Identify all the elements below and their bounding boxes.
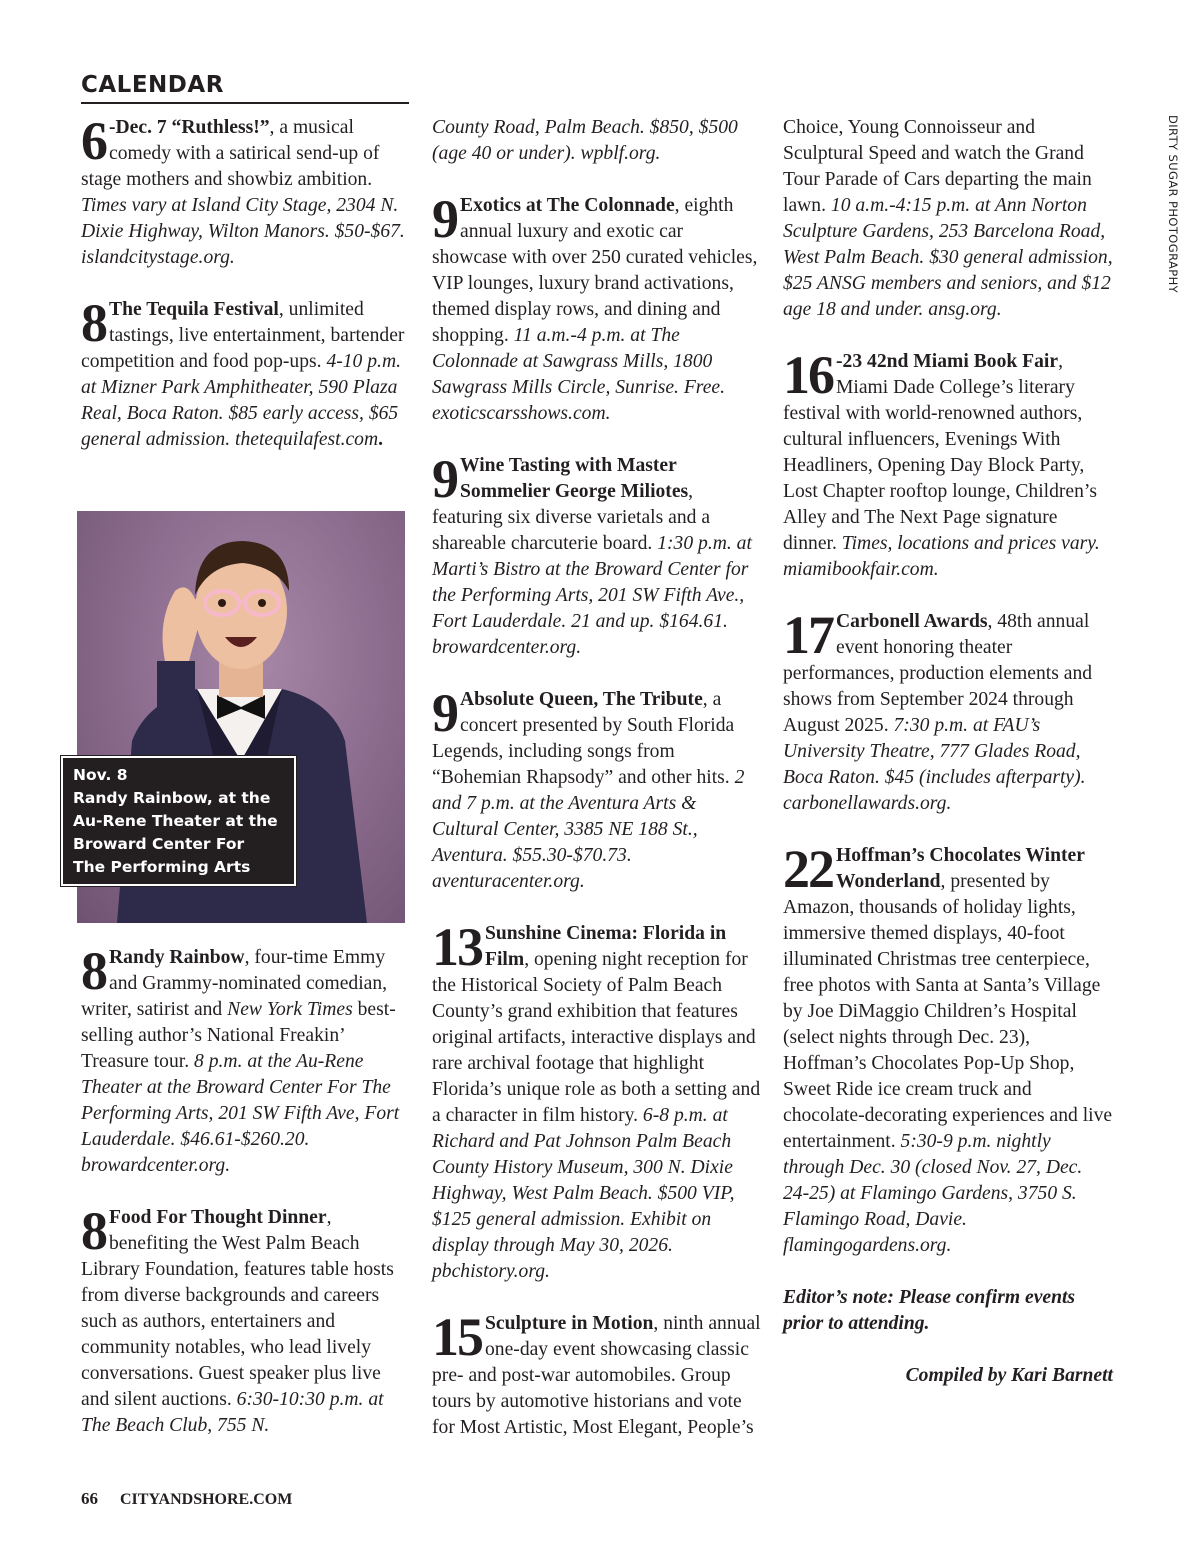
page-footer [81,1489,292,1509]
entry-details: 11 a.m.-4 p.m. at The Colonnade at Sawgrass Mills, 1800 Sawgrass Mills Circle, Sunrise. Free. exoticscarsshows.com. [432,325,725,424]
column-3 [783,115,1113,1409]
entry-body: Choice, Young Connoisseur and Sculptural Speed and watch the Grand Tour Parade of Cars departing the main lawn. [783,117,1092,216]
header-rule [81,102,409,104]
entry-title: -23 42nd Miami Book Fair [836,351,1059,372]
caption-line: Randy Rainbow, at the [73,789,271,807]
entry-details: 1:30 p.m. at Marti’s Bistro at the Broward Center for the Performing Arts, 201 SW Fifth Ave., Fort Lauderdale. 21 and up. $164.61. browardcenter.org. [432,533,752,658]
caption-line: Nov. 8 [73,766,128,784]
calendar-entry [432,683,762,895]
entry-title: Carbonell Awards [836,611,988,632]
entry-details: 7:30 p.m. at FAU’s University Theatre, 777 Glades Road, Boca Raton. $45 (includes afterparty). carbonellawards.org. [783,715,1086,814]
entry-date-number: 8 [81,293,106,353]
entry-details: Times, locations and prices vary. miamibookfair.com. [783,533,1100,580]
entry-continuation [432,115,762,167]
entry-date-number: 9 [432,683,457,743]
entry-details: County Road, Palm Beach. $850, $500 (age 40 or under). wpblf.org. [432,117,738,164]
site-name: CITYANDSHORE.COM [120,1491,293,1508]
entry-body: , a musical comedy with a satirical send-up of stage mothers and showbiz ambition. [81,117,380,190]
entry-title: Sculpture in Motion [485,1313,654,1334]
entry-details: 8 p.m. at the Au-Rene Theater at the Broward Center For The Performing Arts, 201 SW Fifth Ave, Fort Lauderdale. $46.61-$260.20. browardcenter.org. [81,1051,400,1176]
calendar-entry [81,111,409,271]
entry-title: Absolute Queen, The Tribute [460,689,703,710]
calendar-entry [81,941,409,1179]
entry-title: Wine Tasting with Master Sommelier George Miliotes [460,455,689,502]
entry-continuation [783,115,1113,323]
entry-date-number: 9 [432,449,457,509]
entry-title: Exotics at The Colonnade [460,195,675,216]
entry-date-number: 17 [783,605,833,665]
entry-body: , Miami Dade College’s literary festival with world-renowned authors, cultural influencers, Evenings With Headliners, Opening Day Block Party, Lost Chapter rooftop lounge, Children’s Alley and The Next Page signature dinner. [783,351,1097,554]
entry-title: Food For Thought Dinner [109,1207,327,1228]
calendar-entry [81,1201,409,1439]
photo-credit: DIRTY SUGAR PHOTOGRAPHY [1166,115,1180,294]
entry-date-number: 16 [783,345,833,405]
calendar-entry [783,605,1113,817]
page-number: 66 [81,1489,98,1508]
entry-title: The Tequila Festival [109,299,279,320]
entry-details: 10 a.m.-4:15 p.m. at Ann Norton Sculpture Gardens, 253 Barcelona Road, West Palm Beach. $30 general admission, $25 ANSG members and seniors, and $12 age 18 and under. ansg.org. [783,195,1113,320]
entry-details: 5:30-9 p.m. nightly through Dec. 30 (closed Nov. 27, Dec. 24-25) at Flamingo Gardens, 3750 S. Flamingo Road, Davie. flamingogardens.org. [783,1131,1083,1256]
entry-body: , four-time Emmy and Grammy-nominated comedian, writer, satirist and [81,947,388,1020]
caption-line: Au-Rene Theater at the [73,812,278,830]
entry-body: , eighth annual luxury and exotic car showcase with over 250 curated vehicles, VIP lounges, luxury brand activations, themed display rows, and dining and shopping. [432,195,758,346]
calendar-entry [432,189,762,427]
calendar-entry [432,1307,762,1441]
entry-date-number: 9 [432,189,457,249]
caption-line: The Performing Arts [73,858,251,876]
entry-body: , a concert presented by South Florida Legends, including songs from “Bohemian Rhapsody” and other hits. [432,689,735,788]
entry-title: Hoffman’s Chocolates Winter Wonderland [836,845,1085,892]
entry-end: . [378,429,384,450]
entry-date-number: 6 [81,111,106,171]
entry-body: , ninth annual one-day event showcasing classic pre- and post-war automobiles. Group tours by automotive historians and vote for Most Artistic, Most Elegant, People’s [432,1313,761,1438]
entry-details: Times vary at Island City Stage, 2304 N. Dixie Highway, Wilton Manors. $50-$67. islandcitystage.org. [81,195,405,268]
entry-body: , presented by Amazon, thousands of holiday lights, immersive themed displays, 40-foot illuminated Christmas tree centerpiece, free photos with Santa at Santa’s Village by Joe DiMaggio Children’s Hospital (select nights through Dec. 23), Hoffman’s Chocolates Pop-Up Shop, Sweet Ride ice cream truck and chocolate-decorating experiences and live entertainment. [783,871,1113,1152]
photo-caption [61,756,296,886]
entry-body: , unlimited tastings, live entertainment, bartender competition and food pop-ups. [81,299,405,372]
entry-inline-italic: New York Times [227,999,353,1020]
entry-date-number: 13 [432,917,482,977]
calendar-entry [783,839,1113,1259]
entry-title: -Dec. 7 “Ruthless!” [109,117,270,138]
entry-title: Sunshine Cinema: Florida in Film [485,923,727,970]
calendar-entry [81,293,409,453]
entry-body: , opening night reception for the Historical Society of Palm Beach County’s grand exhibition that features original artifacts, interactive displays and rare archival footage that highlight Florida’s unique role as both a setting and a character in film history. [432,949,761,1126]
entry-details: 6-8 p.m. at Richard and Pat Johnson Palm Beach County History Museum, 300 N. Dixie Highway, West Palm Beach. $500 VIP, $125 general admission. Exhibit on display through May 30, 2026. pbchistory.org. [432,1105,735,1282]
entry-date-number: 8 [81,941,106,1001]
calendar-entry [432,449,762,661]
column-2 [432,115,762,1467]
section-title: CALENDAR [81,72,224,98]
editor-note: Editor’s note: Please confirm events prior to attending. [783,1287,1076,1334]
entry-details: 4-10 p.m. at Mizner Park Amphitheater, 590 Plaza Real, Boca Raton. $85 early access, $65 general admission. thetequilafest.com [81,351,401,450]
section-header [81,70,409,104]
column-1-lower [81,941,409,1465]
column-1 [81,111,409,479]
entry-details: 2 and 7 p.m. at the Aventura Arts & Cultural Center, 3385 NE 188 St., Aventura. $55.30-$70.73. aventuracenter.org. [432,767,745,892]
entry-date-number: 8 [81,1201,106,1261]
entry-date-number: 15 [432,1307,482,1367]
entry-title: Randy Rainbow [109,947,245,968]
entry-body: , featuring six diverse varietals and a shareable charcuterie board. [432,481,711,554]
entry-date-number: 22 [783,839,833,899]
caption-line: Broward Center For [73,835,245,853]
entry-body: , 48th annual event honoring theater performances, production elements and shows from September 2024 through August 2025. [783,611,1093,736]
compiled-by: Compiled by Kari Barnett [905,1365,1113,1386]
entry-body: best-selling author’s National Freakin’ Treasure tour. [81,999,396,1072]
calendar-entry [783,345,1113,583]
calendar-entry [432,917,762,1285]
entry-body: , benefiting the West Palm Beach Library Foundation, features table hosts from diverse backgrounds and careers such as authors, entertainers and community notables, who lead lively conversations. Guest speaker plus live and silent auctions. [81,1207,394,1410]
entry-details: 6:30-10:30 p.m. at The Beach Club, 755 N. [81,1389,384,1436]
